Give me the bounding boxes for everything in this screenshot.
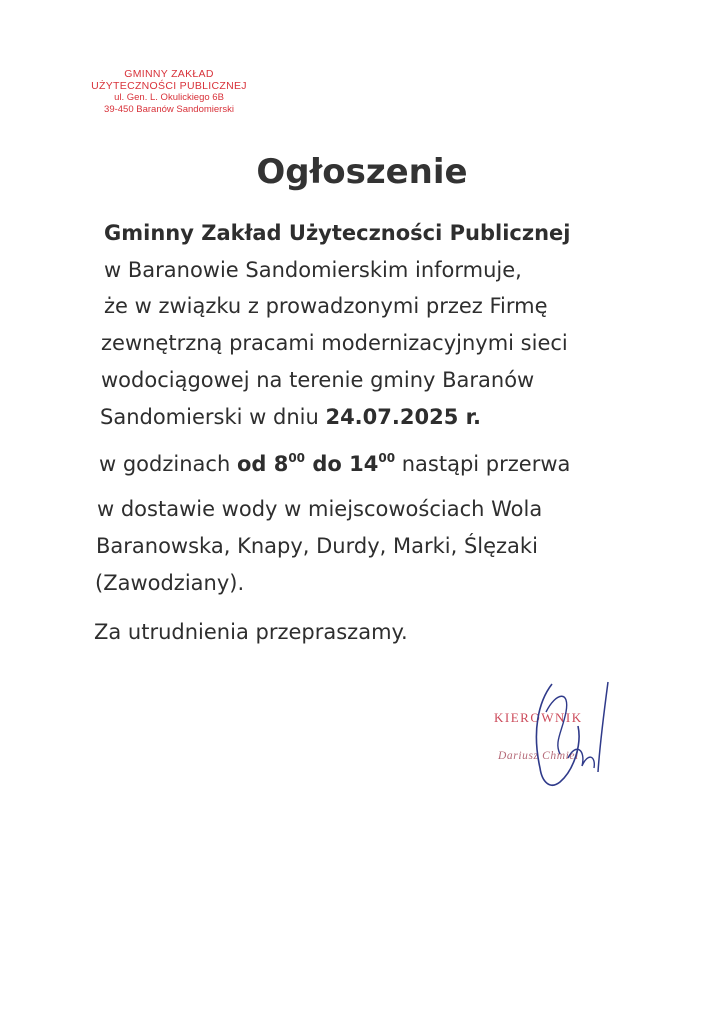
body-line-6-text: Sandomierski w dniu bbox=[100, 405, 326, 429]
body-line-7 bbox=[99, 452, 570, 476]
end-hour: do 14 bbox=[305, 452, 379, 476]
signature-stamp bbox=[490, 672, 630, 792]
stamp-address-street: ul. Gen. L. Okulickiego 6B bbox=[114, 92, 224, 103]
body-line-6 bbox=[100, 405, 481, 429]
body-line-9: Baranowska, Knapy, Durdy, Marki, Ślęzaki bbox=[96, 534, 538, 558]
institution-stamp bbox=[74, 68, 264, 116]
closing-line: Za utrudnienia przepraszamy. bbox=[94, 620, 408, 644]
body-line-3: że w związku z prowadzonymi przez Firmę bbox=[104, 294, 548, 318]
body-line-1: Gminny Zakład Użyteczności Publicznej bbox=[104, 221, 571, 245]
body-line-8: w dostawie wody w miejscowościach Wola bbox=[97, 497, 543, 521]
body-line-7-rest: nastąpi przerwa bbox=[395, 452, 571, 476]
stamp-line-2: UŻYTECZNOŚCI PUBLICZNEJ bbox=[91, 80, 247, 92]
outage-date: 24.07.2025 r. bbox=[325, 405, 481, 429]
body-line-10: (Zawodziany). bbox=[95, 571, 245, 595]
end-minutes: 00 bbox=[378, 451, 396, 465]
body-line-5: wodociągowej na terenie gminy Baranów bbox=[101, 368, 535, 392]
start-hour: od 8 bbox=[236, 452, 289, 476]
body-line-2: w Baranowie Sandomierskim informuje, bbox=[104, 258, 522, 282]
signature-name: Dariusz Chmiel bbox=[498, 750, 579, 762]
stamp-line-1: GMINNY ZAKŁAD bbox=[124, 68, 214, 80]
signature-role: KIEROWNIK bbox=[494, 710, 583, 725]
body-line-7-text: w godzinach bbox=[99, 452, 237, 476]
handwritten-signature-icon bbox=[490, 672, 630, 802]
outage-start-time bbox=[237, 452, 305, 476]
start-minutes: 00 bbox=[288, 451, 306, 465]
body-line-4: zewnętrzną pracami modernizacyjnymi sieci bbox=[101, 331, 568, 355]
stamp-address-city: 39-450 Baranów Sandomierski bbox=[104, 104, 234, 115]
outage-end-time bbox=[305, 452, 395, 476]
page-title: Ogłoszenie bbox=[256, 152, 468, 192]
